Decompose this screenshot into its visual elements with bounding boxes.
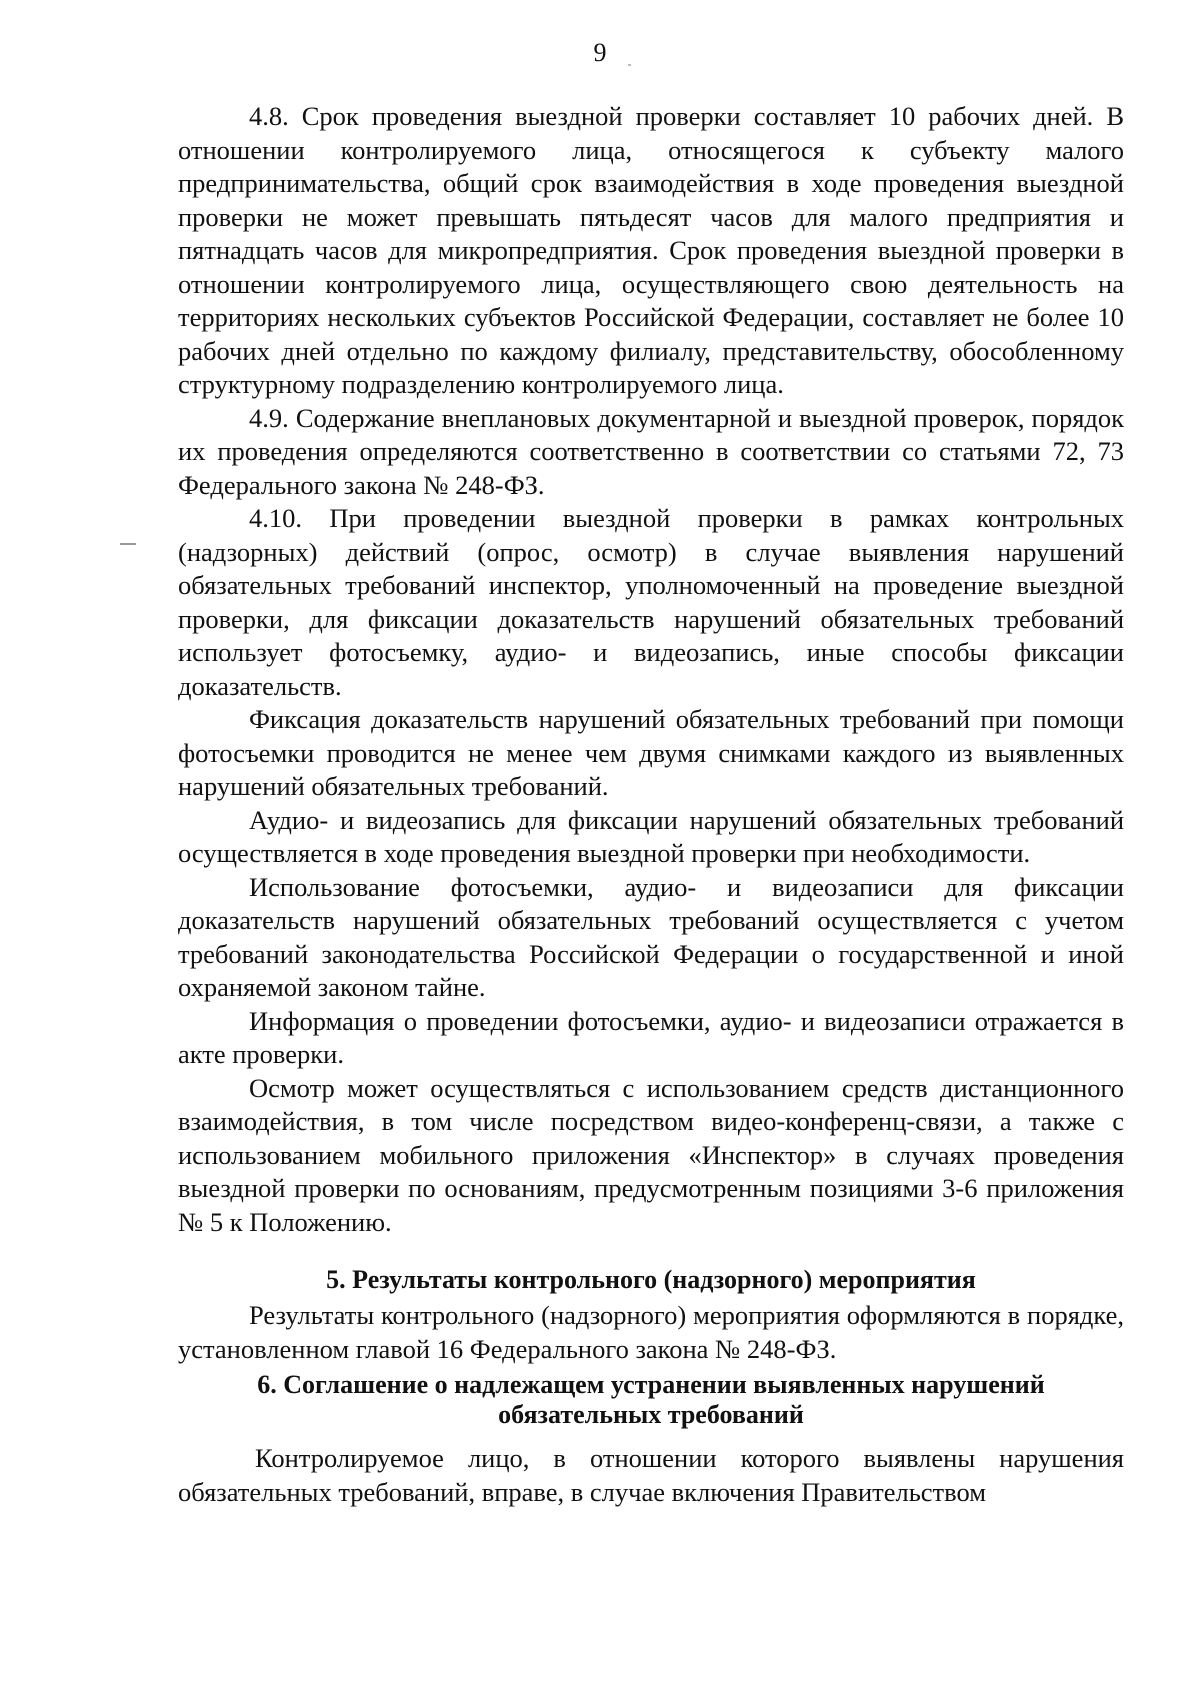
paragraph-4-8: 4.8. Срок проведения выездной проверки составляет 10 рабочих дней. В отношении контролируемого лица, относящегося к субъекту малого предпринимательства, общий срок взаимодействия в ходе проведения выездной проверки не может превышать пятьдесят часов для малого предприятия и пятнадцать часов для микропредприятия. Срок проведения выездной проверки в отношении контролируемого лица, осуществляющего свою деятельность на территориях нескольких субъектов Российской Федерации, составляет не более 10 рабочих дней отдельно по каждому филиалу, представительству, обособленному структурному подразделению контролируемого лица. bbox=[178, 101, 1124, 399]
paragraph-inspection-remote: Осмотр может осуществляться с использованием средств дистанционного взаимодействия, в том числе посредством видео-конференц-связи, а также с использованием мобильного приложения «Инспектор» в случаях проведения выездной проверки по основаниям, предусмотренным позициями 3-6 приложения № 5 к Положению. bbox=[178, 1072, 1124, 1237]
paragraph-usage-secrecy: Использование фотосъемки, аудио- и видеозаписи для фиксации доказательств нарушений обязательных требований осуществляется с учетом требований законодательства Российской Федерации о государственной и иной охраняемой законом тайне. bbox=[178, 871, 1124, 1002]
section-5-paragraph: Результаты контрольного (надзорного) мероприятия оформляются в порядке, установленном главой 16 Федерального закона № 248-ФЗ. bbox=[178, 1300, 1124, 1364]
paragraph-4-9: 4.9. Содержание внеплановых документарной и выездной проверок, порядок их проведения определяются соответственно в соответствии со статьями 72, 73 Федерального закона № 248-ФЗ. bbox=[178, 402, 1124, 500]
paragraph-photo-fixation: Фиксация доказательств нарушений обязательных требований при помощи фотосъемки проводится не менее чем двумя снимками каждого из выявленных нарушений обязательных требований. bbox=[178, 704, 1124, 801]
section-6-heading: 6. Соглашение о надлежащем устранении выявленных нарушений обязательных требований bbox=[257, 1370, 1045, 1429]
paragraph-audio-video: Аудио- и видеозапись для фиксации нарушений обязательных требований осуществляется в ходе проведения выездной проверки при необходимости. bbox=[178, 804, 1124, 868]
paragraph-4-10: 4.10. При проведении выездной проверки в рамках контрольных (надзорных) действий (опрос, осмотр) в случае выявления нарушений обязательных требований инспектор, уполномоченный на проведение выездной проверки, для фиксации доказательств нарушений обязательных требований использует фотосъемку, аудио- и видеозапись, иные способы фиксации доказательств. bbox=[178, 503, 1124, 701]
margin-mark bbox=[120, 543, 136, 545]
paragraph-info-in-act: Информация о проведении фотосъемки, аудио- и видеозаписи отражается в акте проверки. bbox=[178, 1005, 1124, 1069]
page-number: 9 bbox=[593, 38, 607, 67]
section-5-heading: 5. Результаты контрольного (надзорного) мероприятия bbox=[326, 1265, 976, 1294]
section-6-paragraph: Контролируемое лицо, в отношении которого выявлены нарушения обязательных требований, вправе, в случае включения Правительством bbox=[178, 1443, 1124, 1507]
document-body bbox=[178, 100, 1124, 1509]
